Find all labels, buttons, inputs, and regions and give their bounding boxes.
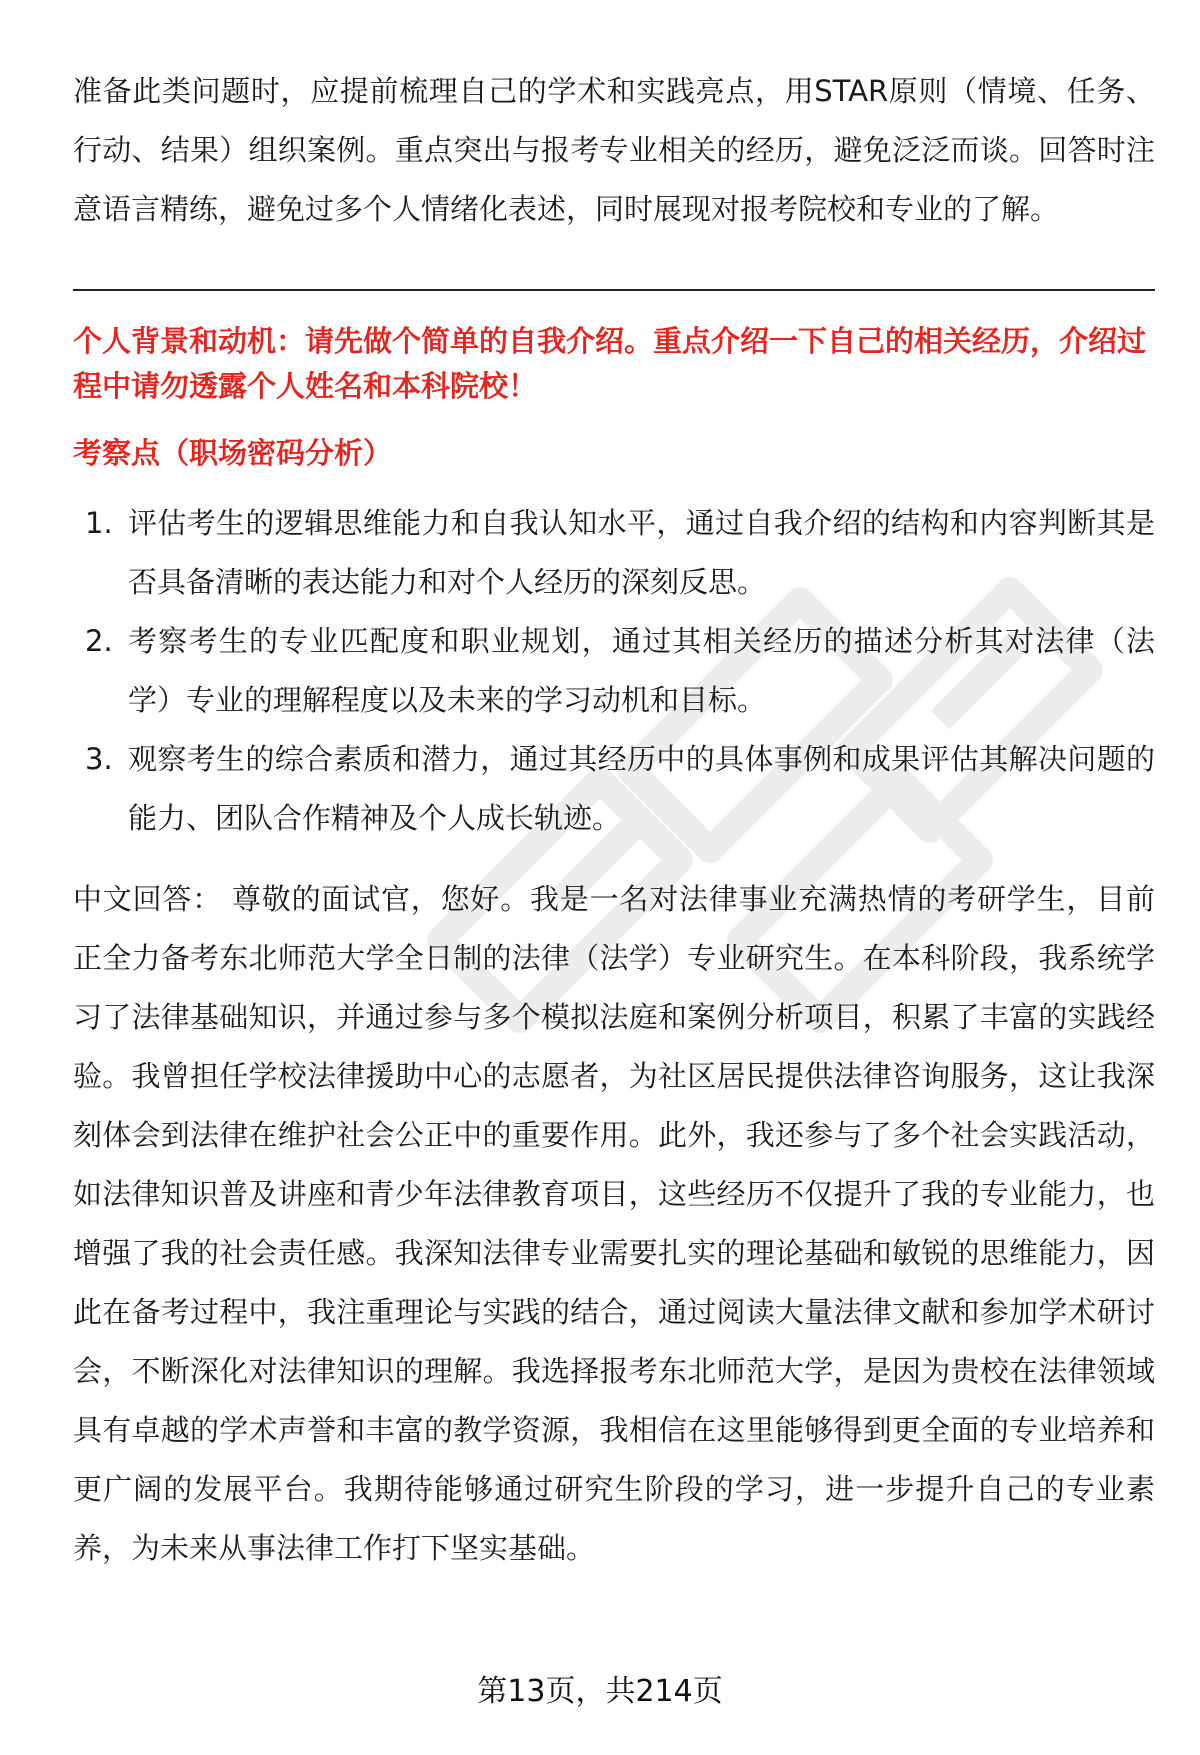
point-number: 2. <box>85 624 113 658</box>
analysis-point <box>73 612 1155 730</box>
answer-paragraph: 中文回答： 尊敬的面试官，您好。我是一名对法律事业充满热情的考研学生，目前正全力备考东北师范大学全日制的法律（法学）专业研究生。在本科阶段，我系统学习了法律基础知识，并通过参与多个模拟法庭和案例分析项目，积累了丰富的实践经验。我曾担任学校法律援助中心的志愿者，为社区居民提供法律咨询服务，这让我深刻体会到法律在维护社会公正中的重要作用。此外，我还参与了多个社会实践活动，如法律知识普及讲座和青少年法律教育项目，这些经历不仅提升了我的专业能力，也增强了我的社会责任感。我深知法律专业需要扎实的理论基础和敏锐的思维能力，因此在备考过程中，我注重理论与实践的结合，通过阅读大量法律文献和参加学术研讨会，不断深化对法律知识的理解。我选择报考东北师范大学，是因为贵校在法律领域具有卓越的学术声誉和丰富的教学资源，我相信在这里能够得到更全面的专业培养和更广阔的发展平台。我期待能够通过研究生阶段的学习，进一步提升自己的专业素养，为未来从事法律工作打下坚实基础。 <box>73 882 1155 1565</box>
analysis-points-list <box>73 494 1155 848</box>
analysis-heading: 考察点（职场密码分析） <box>73 436 393 470</box>
point-number: 3. <box>85 742 113 776</box>
intro-paragraph: 准备此类问题时，应提前梳理自己的学术和实践亮点，用STAR原则（情境、任务、行动、结果）组织案例。重点突出与报考专业相关的经历，避免泛泛而谈。回答时注意语言精练，避免过多个人情绪化表述，同时展现对报考院校和专业的了解。 <box>73 74 1155 226</box>
point-number: 1. <box>85 506 113 540</box>
question-heading: 个人背景和动机：请先做个简单的自我介绍。重点介绍一下自己的相关经历，介绍过程中请勿透露个人姓名和本科院校！ <box>73 324 1147 403</box>
document-page <box>73 62 1155 1578</box>
point-text: 评估考生的逻辑思维能力和自我认知水平，通过自我介绍的结构和内容判断其是否具备清晰的表达能力和对个人经历的深刻反思。 <box>128 506 1155 599</box>
analysis-point <box>73 494 1155 612</box>
analysis-point <box>73 730 1155 848</box>
section-divider <box>73 289 1155 291</box>
point-text: 观察考生的综合素质和潜力，通过其经历中的具体事例和成果评估其解决问题的能力、团队合作精神及个人成长轨迹。 <box>128 742 1155 835</box>
point-text: 考察考生的专业匹配度和职业规划，通过其相关经历的描述分析其对法律（法学）专业的理解程度以及未来的学习动机和目标。 <box>128 624 1155 717</box>
page-footer: 第13页，共214页 <box>477 1674 723 1709</box>
